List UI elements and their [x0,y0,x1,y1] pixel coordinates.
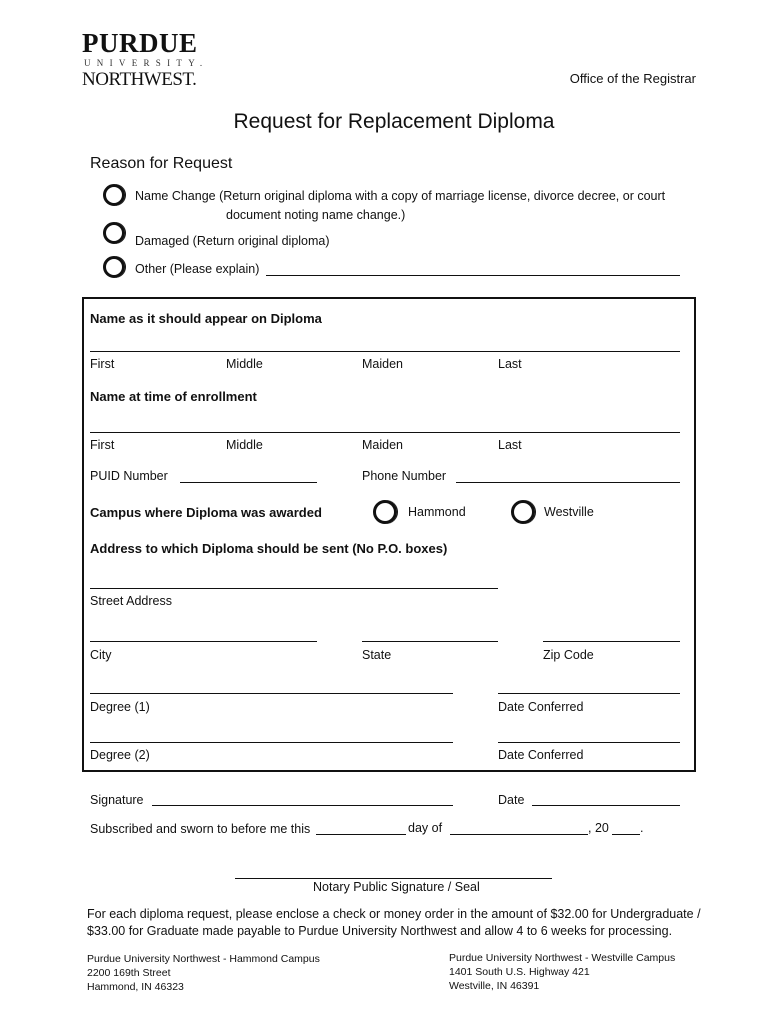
notary-label: Notary Public Signature / Seal [313,880,480,894]
enrollment-maiden-label: Maiden [362,438,403,452]
logo-university: UNIVERSITY. [84,58,209,68]
city-label: City [90,648,112,662]
degree1-field[interactable] [90,693,453,694]
sworn-end: . [640,821,644,835]
name-change-label-cont: document noting name change.) [226,208,406,222]
diploma-middle-label: Middle [226,357,263,371]
hammond-label: Hammond [408,505,466,519]
damaged-radio[interactable] [103,222,125,244]
puid-field[interactable] [180,482,317,483]
other-label: Other (Please explain) [135,262,260,276]
diploma-maiden-label: Maiden [362,357,403,371]
hammond-address-line2: 2200 169th Street [87,967,171,979]
phone-field[interactable] [456,482,680,483]
hammond-address-line3: Hammond, IN 46323 [87,981,184,993]
hammond-radio[interactable] [373,500,397,524]
sworn-month-field[interactable] [450,834,588,835]
westville-address-line3: Westville, IN 46391 [449,980,540,992]
sworn-prefix: Subscribed and sworn to before me this [90,822,311,836]
logo-purdue: PURDUE [82,28,198,58]
westville-address-line1: Purdue University Northwest - Westville Campus [449,952,676,964]
sworn-day-field[interactable] [316,834,406,835]
sworn-day-label: day of [408,821,443,835]
degree2-date-field[interactable] [498,742,680,743]
signature-field[interactable] [152,805,453,806]
degree2-date-label: Date Conferred [498,748,584,762]
notary-signature-field[interactable] [235,878,552,879]
westville-address-line2: 1401 South U.S. Highway 421 [449,966,590,978]
phone-label: Phone Number [362,469,447,483]
zip-field[interactable] [543,641,680,642]
westville-address [449,951,675,993]
degree2-label: Degree (2) [90,748,150,762]
address-heading: Address to which Diploma should be sent (No P.O. boxes) [90,541,448,556]
diploma-last-label: Last [498,357,522,371]
state-label: State [362,648,392,662]
campus-heading: Campus where Diploma was awarded [90,505,322,520]
signature-label: Signature [90,793,144,807]
name-change-radio[interactable] [103,184,125,206]
sworn-year-field[interactable] [612,834,640,835]
diploma-first-label: First [90,357,115,371]
name-change-label: Name Change (Return original diploma with a copy of marriage license, divorce decree, or court [135,189,666,203]
reason-heading: Reason for Request [90,155,233,172]
date-field[interactable] [532,805,680,806]
enrollment-name-heading: Name at time of enrollment [90,389,257,404]
zip-label: Zip Code [543,648,594,662]
enrollment-first-label: First [90,438,115,452]
degree1-date-label: Date Conferred [498,700,584,714]
enrollment-middle-label: Middle [226,438,263,452]
degree1-date-field[interactable] [498,693,680,694]
hammond-address-line1: Purdue University Northwest - Hammond Campus [87,953,320,965]
city-field[interactable] [90,641,317,642]
damaged-label: Damaged (Return original diploma) [135,234,330,248]
enrollment-last-label: Last [498,438,522,452]
diploma-name-heading: Name as it should appear on Diploma [90,311,322,326]
sworn-year-label: , 20 [588,821,609,835]
westville-label: Westville [544,505,594,519]
office-label: Office of the Registrar [569,71,696,86]
degree1-label: Degree (1) [90,700,150,714]
street-field[interactable] [90,588,498,589]
logo-northwest: NORTHWEST. [82,69,197,90]
other-radio[interactable] [103,256,125,278]
fee-notice: For each diploma request, please enclose a check or money order in the amount of $32.00 for Undergraduate / $33.00 for Graduate made payable to Purdue University Northwest and allow 4 to 6 weeks for processing. [87,907,701,938]
state-field[interactable] [362,641,498,642]
street-label: Street Address [90,594,172,608]
degree2-field[interactable] [90,742,453,743]
puid-label: PUID Number [90,469,168,483]
page-title: Request for Replacement Diploma [233,110,555,133]
diploma-name-field[interactable] [90,351,680,352]
date-label: Date [498,793,525,807]
hammond-address [87,952,320,994]
westville-radio[interactable] [511,500,535,524]
other-explain-field[interactable] [266,275,680,276]
enrollment-name-field[interactable] [90,432,680,433]
